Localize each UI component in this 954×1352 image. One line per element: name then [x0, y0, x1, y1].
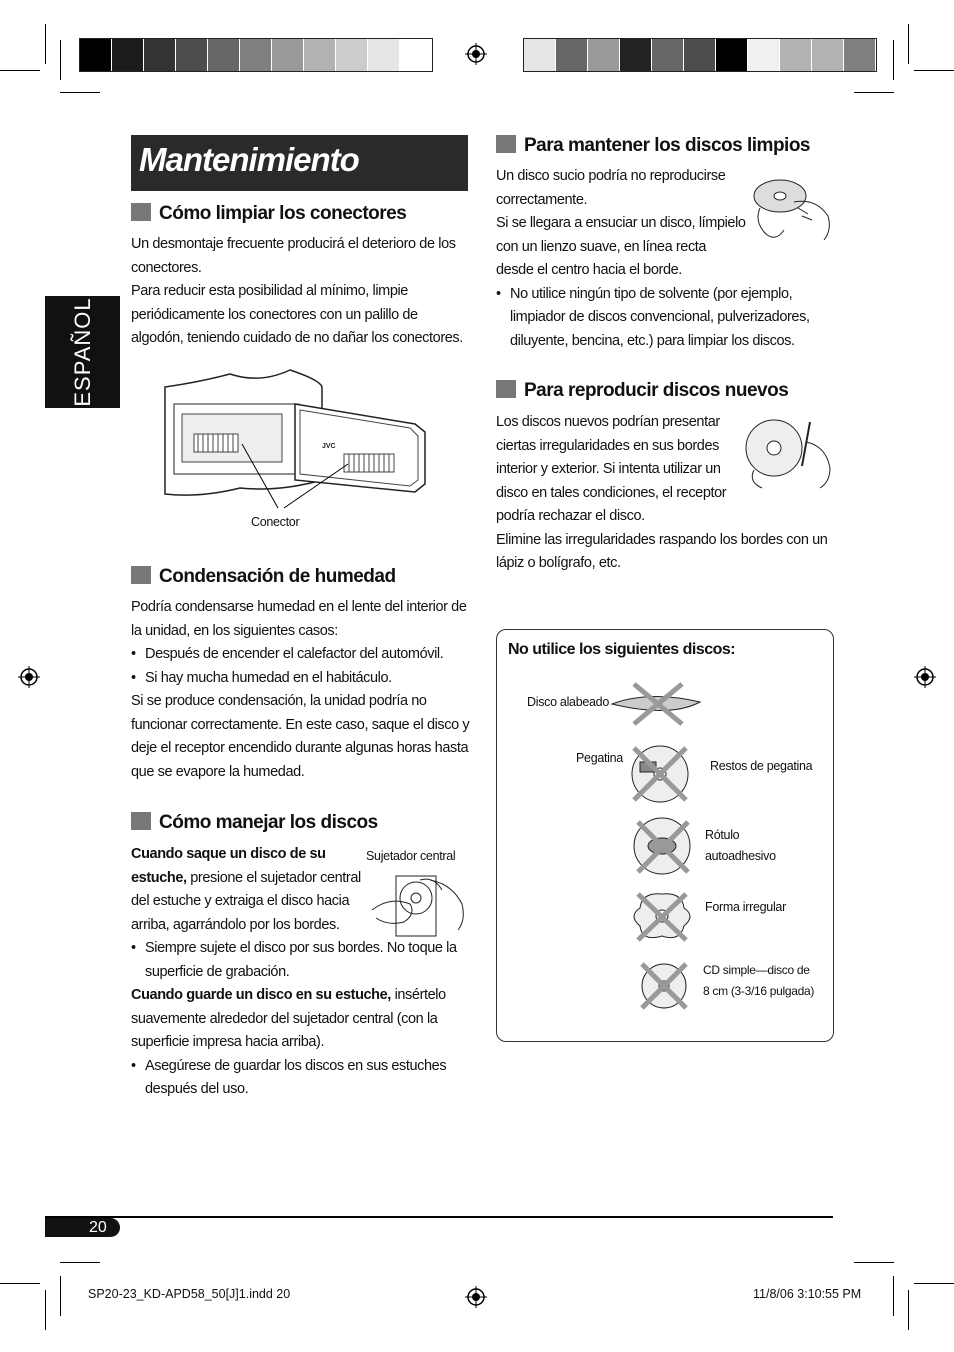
warped-disc-label: Disco alabeado: [527, 695, 609, 709]
calibration-swatch: [304, 39, 336, 71]
calibration-swatch: [336, 39, 368, 71]
language-tab: [45, 296, 120, 408]
crop-mark: [0, 70, 40, 71]
registration-mark-icon: [465, 43, 487, 65]
svg-text:JVC: JVC: [322, 443, 336, 450]
heading-new-discs: Para reproducir discos nuevos: [496, 380, 788, 402]
crop-mark: [60, 1276, 61, 1316]
crop-mark: [45, 1290, 46, 1330]
crop-mark: [914, 1283, 954, 1284]
calibration-swatch: [524, 39, 556, 71]
sticker-disc-icon: [632, 746, 688, 802]
crop-mark: [854, 92, 894, 93]
page-title: Mantenimiento: [139, 141, 359, 178]
crop-mark: [60, 92, 100, 93]
registration-mark-icon: [465, 1286, 487, 1308]
crop-mark: [854, 1262, 894, 1263]
single-cd-label: CD simple—disco de 8 cm (3-3/16 pulgada): [703, 963, 815, 998]
new-discs-text: Los discos nuevos podrían presentar ciertas irregularidades en sus bordes interior y exterior. Si intenta utilizar un disco en tales condiciones, el receptor podría rechazar el disco. Elimine las irregularidades raspando los bordes con un lápiz o bolígrafo, etc.: [496, 414, 828, 571]
calibration-swatch: [812, 39, 844, 71]
heading-connectors: Cómo limpiar los conectores: [131, 203, 406, 225]
calibration-swatch: [748, 39, 780, 71]
center-holder-label: Sujetador central: [366, 849, 456, 863]
calibration-bar-right: [523, 38, 877, 72]
crop-mark: [60, 40, 61, 80]
registration-mark-icon: [914, 666, 936, 688]
calibration-swatch: [272, 39, 304, 71]
heading-handling: Cómo manejar los discos: [131, 812, 378, 834]
bottom-rule: [45, 1216, 833, 1218]
crop-mark: [908, 24, 909, 64]
sticker-label: Pegatina: [576, 751, 623, 765]
calibration-swatch: [368, 39, 400, 71]
crop-mark: [60, 1262, 100, 1263]
sticker-residue-label: Restos de pegatina: [710, 759, 813, 773]
section-square-icon: [131, 812, 151, 830]
calibration-swatch: [80, 39, 112, 71]
irregular-shape-label: Forma irregular: [705, 900, 786, 914]
calibration-swatch: [144, 39, 176, 71]
calibration-swatch: [240, 39, 272, 71]
warning-heading: No utilice los siguientes discos:: [508, 641, 736, 658]
connector-label: Conector: [251, 515, 300, 529]
calibration-swatch: [684, 39, 716, 71]
connector-illustration: [160, 362, 430, 514]
calibration-swatch: [844, 39, 876, 71]
crop-mark: [0, 1283, 40, 1284]
crop-mark: [893, 40, 894, 80]
single-cd-icon: [642, 964, 686, 1008]
heading-clean-discs: Para mantener los discos limpios: [496, 135, 810, 157]
connectors-text: Un desmontaje frecuente producirá el deterioro de los conectores. Para reducir esta posibilidad al mínimo, limpie periódicamente los conectores con un palillo de algodón, teniendo cuidado de no dañar los conectores.: [131, 236, 463, 346]
warped-disc-icon: [612, 684, 700, 724]
registration-mark-icon: [18, 666, 40, 688]
section-square-icon: [131, 203, 151, 221]
crop-mark: [908, 1290, 909, 1330]
footer-date: 11/8/06 3:10:55 PM: [753, 1287, 862, 1301]
humidity-text: Podría condensarse humedad en el lente del interior de la unidad, en los siguientes casos: • Después de encender el calefactor del automóvil. • Si hay mucha humedad en el habitáculo. Si se produce condensación, la unidad podría no funcionar correctamente. En este caso, saque el disco y deje el receptor encendido durante algunas horas hasta que se evapore la humedad.: [131, 596, 471, 784]
crop-mark: [914, 70, 954, 71]
heading-humidity: Condensación de humedad: [131, 566, 396, 588]
section-square-icon: [496, 380, 516, 398]
page-number-tab: [45, 1218, 120, 1237]
section-square-icon: [131, 566, 151, 584]
calibration-swatch: [208, 39, 240, 71]
calibration-swatch: [112, 39, 144, 71]
footer-filename: SP20-23_KD-APD58_50[J]1.indd 20: [88, 1287, 291, 1301]
calibration-swatch: [652, 39, 684, 71]
handling-text: Cuando saque un disco de su estuche, presione el sujetador central del estuche y extraiga el disco hacia arriba, agarrándolo por los bordes. • Siempre sujete el disco por sus bordes. No toque la superficie de grabación. Cuando guarde un disco en su estuche, insértelo suavemente alrededor del sujetador central (con la superficie impresa hacia arriba). • Asegúrese de guardar los discos en sus estuches después del uso.: [131, 843, 471, 1102]
calibration-swatch: [620, 39, 652, 71]
calibration-swatch: [400, 39, 432, 71]
label-disc-icon: [634, 818, 690, 874]
calibration-swatch: [556, 39, 588, 71]
clean-discs-text: Un disco sucio podría no reproducirse correctamente. Si se llegara a ensuciar un disco, límpielo con un lienzo suave, en línea recta desde el centro hacia el borde. • No utilice ningún tipo de solvente (por ejemplo, limpiador de discos convencional, pulverizadores, diluyente, bencina, etc.) para limpiar los discos.: [496, 165, 836, 353]
calibration-swatch: [716, 39, 748, 71]
label-disc-label: Rótulo autoadhesivo: [705, 828, 776, 863]
calibration-swatch: [176, 39, 208, 71]
crop-mark: [893, 1276, 894, 1316]
crop-mark: [45, 24, 46, 64]
bad-discs-illustration: [600, 676, 710, 1024]
language-label: ESPAÑOL: [69, 297, 95, 407]
calibration-bar-left: [79, 38, 433, 72]
page-title-banner: [131, 135, 468, 191]
irregular-disc-icon: [634, 894, 690, 940]
calibration-swatch: [588, 39, 620, 71]
calibration-swatch: [780, 39, 812, 71]
page-number: 20: [89, 1219, 107, 1236]
section-square-icon: [496, 135, 516, 153]
